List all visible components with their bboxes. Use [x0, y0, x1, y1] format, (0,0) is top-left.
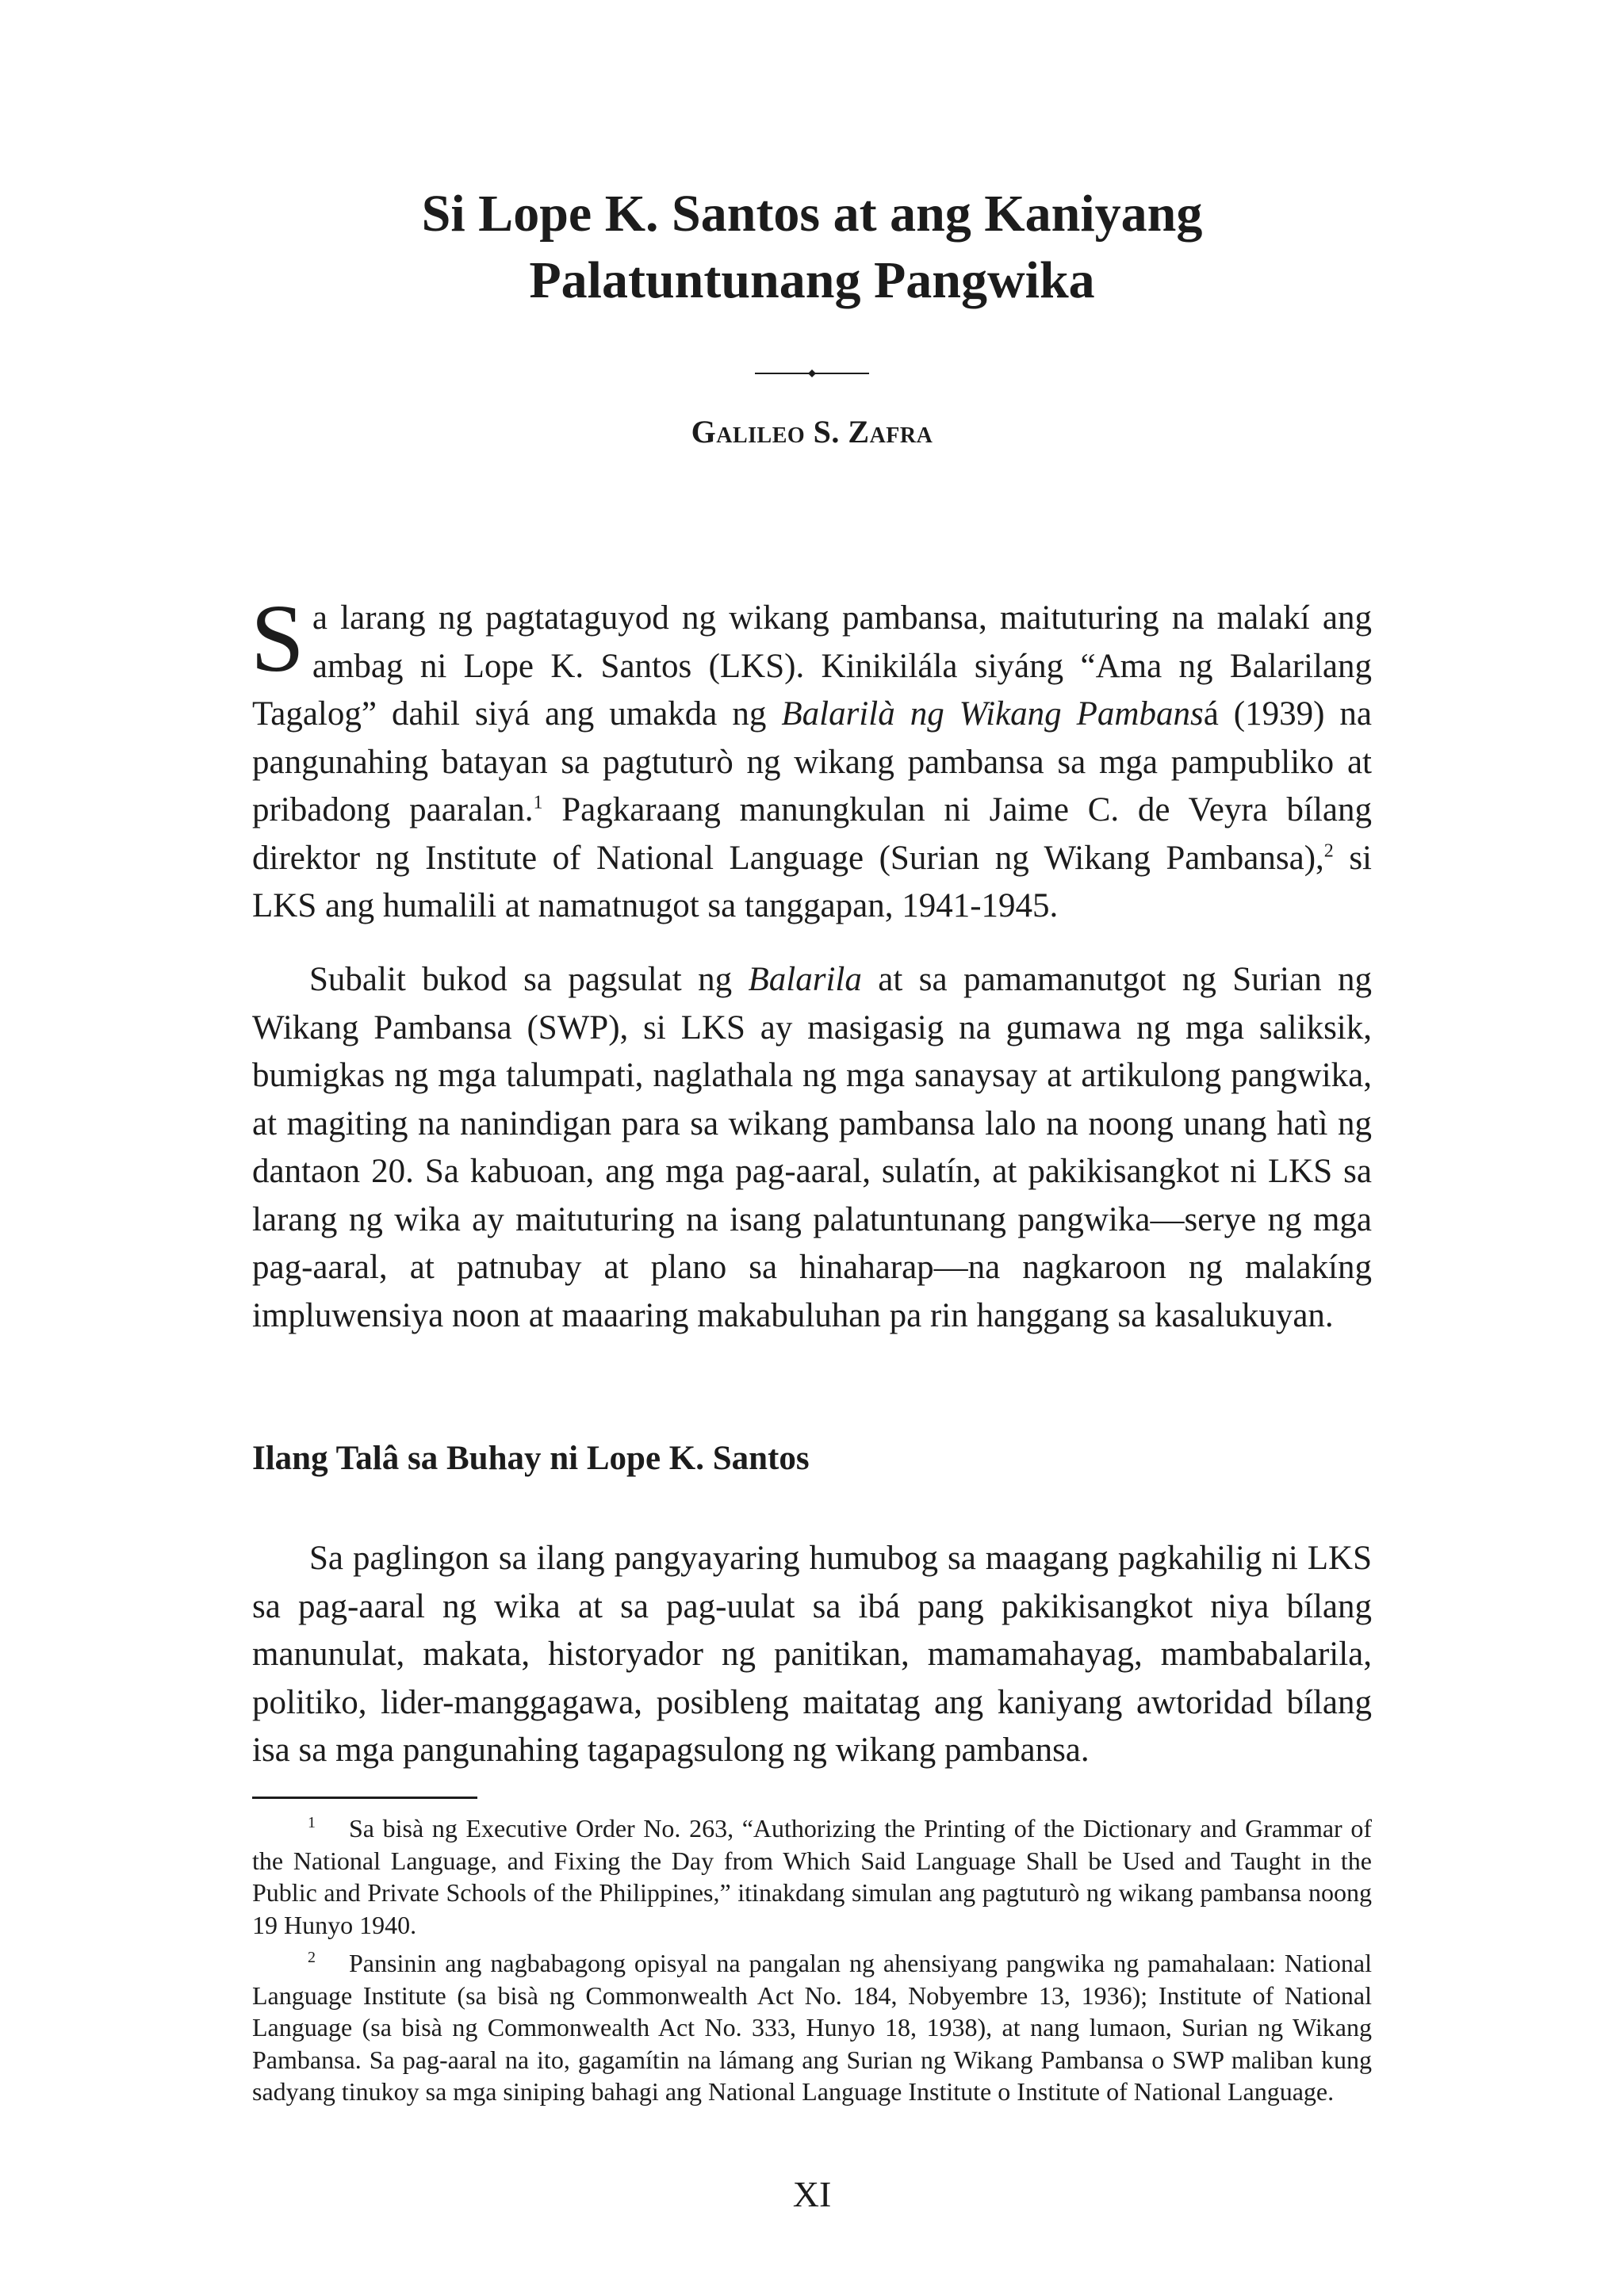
footnote-1-number: 1 [308, 1814, 316, 1832]
article-title-line-1: Si Lope K. Santos at ang Kaniyang [421, 185, 1203, 243]
author-byline: Galileo S. Zafra [691, 414, 933, 450]
italic-balarila: Balarila [748, 961, 862, 998]
paragraph-intro-text-d: si LKS ang humalili at namatnugot sa tanggapan, 1941-1945. [252, 839, 1373, 924]
article-title-line-2: Palatuntunang Pangwika [529, 251, 1095, 309]
paragraph-intro-text-b: (1939) na pangunahing batayan sa pagtuturò ng wikang pambansa sa mga pampubliko at pribadong paaralan. [252, 695, 1372, 828]
footnote-1-text: Sa bisà ng Executive Order No. 263, “Authorizing the Printing of the Dictionary and Grammar of the National Language, and Fixing the Day from Which Said Language Shall be Used and Taught in the Public and Private Schools of the Philippines,” itinakdang simulan ang pagtuturò ng wikang pambansa noong 19 Hunyo 1940. [252, 1814, 1372, 1939]
footnote-ref-1[interactable]: 1 [533, 792, 543, 813]
drop-cap-letter: S [251, 585, 304, 692]
footnote-1 [252, 1812, 1372, 1941]
paragraph-third: Sa paglingon sa ilang pangyayaring humubog sa maagang pagkahilig ni LKS sa pag-aaral ng wika at sa pag-uulat sa ibá pang pakikisangkot niya bílang manunulat, makata, historyador ng panitikan, mamamahayag, mambabalarila, politiko, lider-manggagawa, posibleng maitatag ang kaniyang awtoridad bílang isa sa mga pangunahing tagapagsulong ng wikang pambansa. [252, 1540, 1372, 1769]
section-heading: Ilang Talâ sa Buhay ni Lope K. Santos [252, 1440, 810, 1477]
title-ornament-divider [755, 368, 869, 379]
paragraph-intro-text-c: Pagkaraang manungkulan ni Jaime C. de Veyra bílang direktor ng Institute of National Language (Surian ng Wikang Pambansa), [252, 791, 1372, 877]
footnote-2-number: 2 [308, 1949, 316, 1967]
paragraph-second [252, 956, 1372, 1340]
book-title-balarila: Balarilà ng Wikang Pambans [781, 695, 1204, 733]
footnote-2 [252, 1947, 1372, 2108]
footnote-divider [252, 1797, 477, 1799]
paragraph-second-text-a: Subalit bukod sa pagsulat ng [309, 961, 749, 998]
page-number: XI [792, 2174, 832, 2214]
book-title-tail: á [1203, 695, 1219, 733]
footnote-2-text: Pansinin ang nagbabagong opisyal na pangalan ng ahensiyang pangwika ng pamahalaan: National Language Institute (sa bisà ng Commonwealth Act No. 184, Nobyembre 13, 1936); Institute of National Language (sa bisà ng Commonwealth Act No. 333, Hunyo 18, 1938), at nang lumaon, Surian ng Wikang Pambansa. Sa pag-aaral na ito, gagamítin na lámang ang Surian ng Wikang Pambansa o SWP maliban kung sadyang tinukoy sa mga siniping bahagi ang National Language Institute o Institute of National Language. [252, 1949, 1372, 2106]
article-title [0, 181, 1624, 314]
paragraph-intro-text-a: a larang ng pagtataguyod ng wikang pambansa, maituturing na malakí ang ambag ni Lope K. Santos (LKS). Kinikilála siyáng “Ama ng Balarilang Tagalog” dahil siyá ang umakda ng [252, 599, 1372, 733]
paragraph-intro [251, 585, 1373, 931]
paragraph-second-text-b: at sa pamamanutgot ng Surian ng Wikang Pambansa (SWP), si LKS ay masigasig na gumawa ng mga saliksik, bumigkas ng mga talumpati, naglathala ng mga sanaysay at artikulong pangwika, at magiting na nanindigan para sa wikang pambansa lalo na noong unang hatì ng dantaon 20. Sa kabuoan, ang mga pag-aaral, sulatín, at pakikisangkot ni LKS sa larang ng wika ay maituturing na isang palatuntunang pangwika—serye ng mga pag-aaral, at patnubay at plano sa hinaharap—na nagkaroon ng malakíng impluwensiya noon at maaaring makabuluhan pa rin hanggang sa kasalukuyan. [252, 961, 1372, 1334]
footnote-ref-2[interactable]: 2 [1323, 840, 1334, 862]
